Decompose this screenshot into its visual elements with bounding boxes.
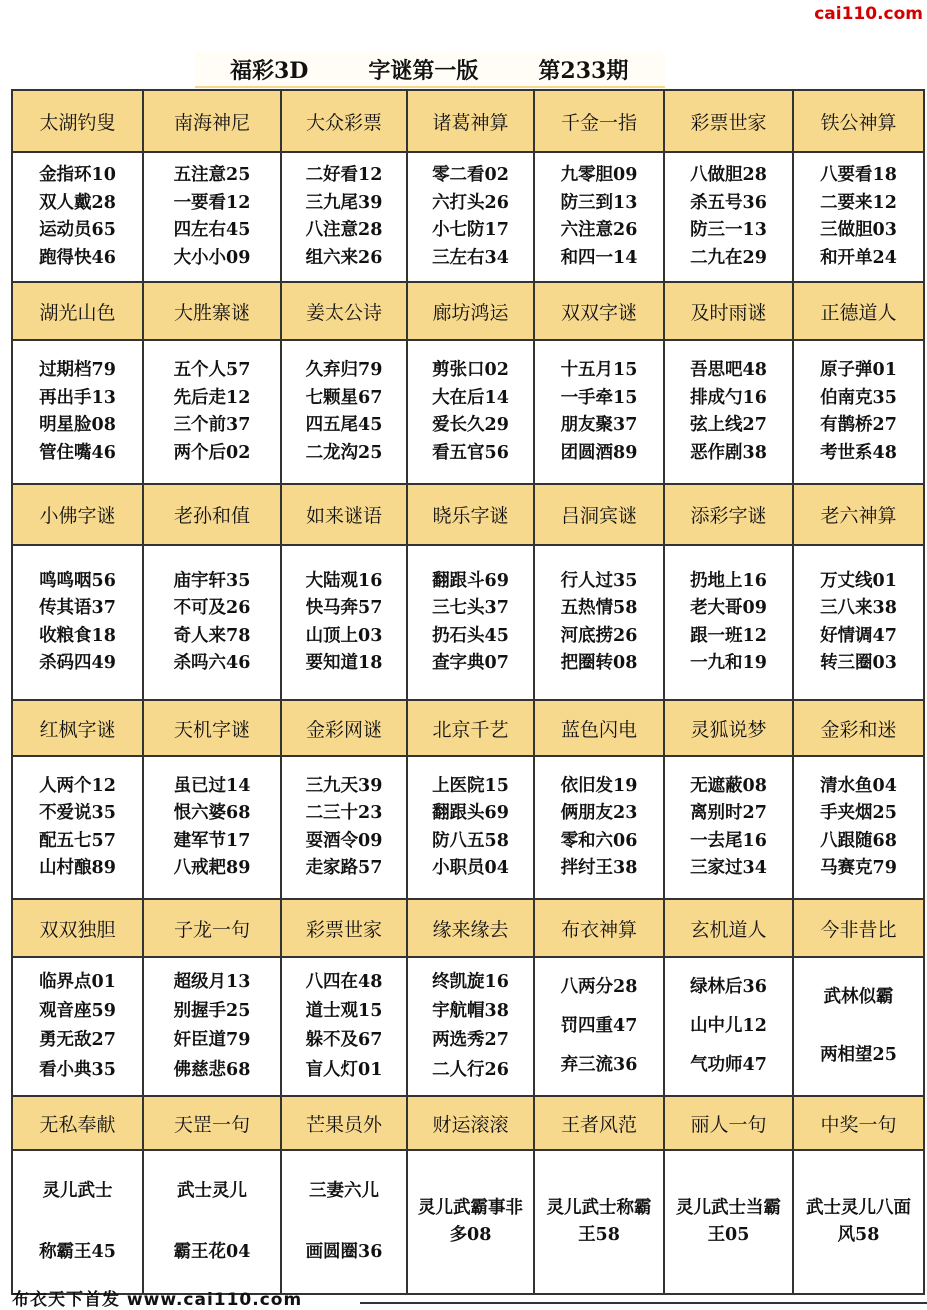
riddle-line: 终凯旋16 xyxy=(432,971,509,992)
riddle-line: 防三一13 xyxy=(690,220,767,240)
riddle-line: 和开单24 xyxy=(820,247,897,268)
riddle-cell xyxy=(794,1151,925,1295)
riddle-cell xyxy=(794,153,925,283)
riddle-line: 八要看18 xyxy=(820,165,897,185)
column-header: 老孙和值 xyxy=(144,485,282,546)
riddle-line: 大小小09 xyxy=(173,247,251,268)
riddle-line: 把圈转08 xyxy=(560,653,638,673)
column-header: 灵狐说梦 xyxy=(665,701,794,757)
riddle-line: 二三十23 xyxy=(305,803,383,823)
riddle-line: 人两个12 xyxy=(39,775,116,796)
riddle-line: 称霸王45 xyxy=(39,1241,116,1262)
riddle-cell xyxy=(535,153,665,283)
riddle-line: 两个后02 xyxy=(173,442,251,463)
riddle-line: 爱长久29 xyxy=(432,415,509,435)
riddle-line: 三个前37 xyxy=(173,415,251,435)
footer-divider xyxy=(360,1302,927,1304)
riddle-line: 八戒耙89 xyxy=(173,858,251,878)
riddle-line: 恨六婆68 xyxy=(173,803,251,823)
riddle-line: 手夹烟25 xyxy=(820,803,897,823)
column-header: 金彩网谜 xyxy=(282,701,408,757)
riddle-line: 灵儿武士当霸王05 xyxy=(676,1198,781,1245)
riddle-line: 气功师47 xyxy=(690,1054,767,1075)
riddle-row xyxy=(13,153,925,283)
riddle-line: 行人过35 xyxy=(560,570,638,591)
riddle-line: 杀五号36 xyxy=(690,192,767,213)
riddle-line: 五注意25 xyxy=(173,165,251,185)
riddle-line: 拌纣王38 xyxy=(560,858,638,878)
header-row xyxy=(13,701,925,757)
riddle-line: 灵儿武士称霸王58 xyxy=(546,1198,652,1245)
riddle-cell xyxy=(665,341,794,485)
riddle-line: 跟一班12 xyxy=(690,625,767,646)
riddle-line: 不爱说35 xyxy=(39,803,116,823)
riddle-line: 管住嘴46 xyxy=(39,442,116,463)
riddle-line: 河底捞26 xyxy=(560,625,638,646)
riddle-cell xyxy=(408,341,535,485)
riddle-line: 三九尾39 xyxy=(305,192,383,213)
column-header: 玄机道人 xyxy=(665,900,794,958)
riddle-line: 看小典35 xyxy=(39,1059,116,1080)
riddle-line: 八做胆28 xyxy=(690,165,767,185)
riddle-cell xyxy=(408,1151,535,1295)
column-header: 姜太公诗 xyxy=(282,283,408,341)
riddle-line: 罚四重47 xyxy=(560,1015,638,1036)
riddle-line: 三妻六儿 xyxy=(309,1180,379,1201)
riddle-line: 两选秀27 xyxy=(432,1030,509,1051)
column-header: 今非昔比 xyxy=(794,900,925,958)
riddle-line: 四五尾45 xyxy=(305,415,383,435)
title-issue: 第233期 xyxy=(538,57,629,84)
riddle-line: 久弃归79 xyxy=(305,360,383,380)
riddle-line: 俩朋友23 xyxy=(560,803,638,823)
riddle-line: 盲人灯01 xyxy=(305,1059,383,1080)
riddle-cell xyxy=(665,1151,794,1295)
riddle-line: 大在后14 xyxy=(432,387,509,408)
riddle-line: 弦上线27 xyxy=(690,415,767,435)
riddle-line: 五个人57 xyxy=(173,360,251,380)
riddle-line: 超级月13 xyxy=(173,971,251,992)
riddle-cell xyxy=(282,341,408,485)
riddle-line: 一要看12 xyxy=(173,192,251,213)
riddle-line: 三做胆03 xyxy=(820,220,897,240)
column-header: 天机字谜 xyxy=(144,701,282,757)
column-header: 吕洞宾谜 xyxy=(535,485,665,546)
column-header: 添彩字谜 xyxy=(665,485,794,546)
riddle-line: 翻跟斗69 xyxy=(432,570,509,591)
riddle-row xyxy=(13,1151,925,1295)
riddle-line: 清水鱼04 xyxy=(820,775,897,796)
column-header: 丽人一句 xyxy=(665,1097,794,1151)
riddle-line: 杀码四49 xyxy=(39,653,116,673)
column-header: 廊坊鸿运 xyxy=(408,283,535,341)
riddle-line: 扔地上16 xyxy=(690,570,767,591)
riddle-line: 三七头37 xyxy=(432,598,509,618)
page-title xyxy=(195,52,665,88)
column-header: 铁公神算 xyxy=(794,91,925,153)
riddle-line: 山村酿89 xyxy=(39,858,116,878)
column-header: 天罡一句 xyxy=(144,1097,282,1151)
column-header: 双双字谜 xyxy=(535,283,665,341)
riddle-line: 防八五58 xyxy=(432,830,509,851)
riddle-line: 五热情58 xyxy=(560,598,638,618)
riddle-line: 虽已过14 xyxy=(173,775,251,796)
riddle-row xyxy=(13,757,925,900)
riddle-line: 转三圈03 xyxy=(820,653,897,673)
riddle-line: 弃三流36 xyxy=(560,1054,638,1075)
riddle-line: 霸王花04 xyxy=(173,1241,251,1262)
riddle-line: 排成勺16 xyxy=(690,387,767,408)
riddle-line: 收粮食18 xyxy=(39,625,116,646)
riddle-table xyxy=(11,89,925,1295)
riddle-line: 一九和19 xyxy=(690,653,767,673)
riddle-line: 走家路57 xyxy=(305,858,383,878)
riddle-cell xyxy=(282,1151,408,1295)
riddle-line: 画圆圈36 xyxy=(305,1241,383,1262)
column-header: 无私奉献 xyxy=(13,1097,144,1151)
riddle-line: 一去尾16 xyxy=(690,830,767,851)
column-header: 太湖钓叟 xyxy=(13,91,144,153)
riddle-line: 伯南克35 xyxy=(820,387,897,408)
riddle-line: 恶作剧38 xyxy=(690,442,767,463)
riddle-line: 大陆观16 xyxy=(305,570,383,591)
riddle-line: 杀吗六46 xyxy=(173,653,251,673)
riddle-cell xyxy=(282,757,408,900)
column-header: 双双独胆 xyxy=(13,900,144,958)
riddle-cell xyxy=(282,153,408,283)
riddle-cell xyxy=(13,1151,144,1295)
riddle-line: 八四在48 xyxy=(305,971,383,992)
riddle-line: 十五月15 xyxy=(560,360,638,380)
column-header: 大众彩票 xyxy=(282,91,408,153)
riddle-line: 八注意28 xyxy=(305,220,383,240)
riddle-line: 上医院15 xyxy=(432,775,509,796)
riddle-line: 二好看12 xyxy=(305,165,383,185)
riddle-cell xyxy=(144,1151,282,1295)
riddle-cell xyxy=(13,757,144,900)
riddle-line: 考世系48 xyxy=(820,442,897,463)
column-header: 正德道人 xyxy=(794,283,925,341)
riddle-cell xyxy=(144,757,282,900)
riddle-line: 躲不及67 xyxy=(305,1030,383,1051)
riddle-row xyxy=(13,341,925,485)
riddle-row xyxy=(13,958,925,1097)
footer-banner xyxy=(0,1284,927,1310)
riddle-cell xyxy=(408,757,535,900)
column-header: 晓乐字谜 xyxy=(408,485,535,546)
column-header: 彩票世家 xyxy=(665,91,794,153)
riddle-line: 万丈线01 xyxy=(820,570,897,591)
column-header: 子龙一句 xyxy=(144,900,282,958)
riddle-line: 剪张口02 xyxy=(432,360,509,380)
riddle-line: 八两分28 xyxy=(560,976,638,997)
riddle-line: 双人戴28 xyxy=(39,192,116,213)
riddle-line: 武士灵儿 xyxy=(177,1180,247,1201)
riddle-line: 配五七57 xyxy=(39,830,116,851)
riddle-cell xyxy=(535,546,665,701)
riddle-line: 一手牵15 xyxy=(560,387,638,408)
riddle-cell xyxy=(665,958,794,1097)
riddle-cell xyxy=(408,153,535,283)
riddle-line: 明星脸08 xyxy=(39,415,116,435)
header-row xyxy=(13,900,925,958)
riddle-line: 三家过34 xyxy=(690,858,767,878)
column-header: 财运滚滚 xyxy=(408,1097,535,1151)
riddle-line: 两相望25 xyxy=(820,1045,897,1065)
riddle-line: 武林似霸 xyxy=(823,986,894,1007)
riddle-cell xyxy=(794,958,925,1097)
riddle-line: 观音座59 xyxy=(39,1001,116,1022)
riddle-line: 七颗星67 xyxy=(305,387,383,408)
riddle-line: 佛慈悲68 xyxy=(173,1059,251,1080)
column-header: 北京千艺 xyxy=(408,701,535,757)
riddle-cell xyxy=(665,153,794,283)
riddle-row xyxy=(13,546,925,701)
riddle-cell xyxy=(13,546,144,701)
riddle-cell xyxy=(535,1151,665,1295)
riddle-line: 灵儿武士 xyxy=(42,1180,113,1201)
header-row xyxy=(13,485,925,546)
riddle-cell xyxy=(794,757,925,900)
riddle-line: 金指环10 xyxy=(39,165,116,185)
column-header: 大胜寨谜 xyxy=(144,283,282,341)
riddle-line: 朋友聚37 xyxy=(560,415,638,435)
title-lottery: 福彩3D xyxy=(230,57,309,84)
riddle-line: 八跟随68 xyxy=(820,830,897,851)
riddle-line: 耍酒令09 xyxy=(305,830,383,851)
riddle-line: 老大哥09 xyxy=(690,598,767,618)
riddle-line: 防三到13 xyxy=(560,192,638,213)
column-header: 小佛字谜 xyxy=(13,485,144,546)
site-watermark: cai110.com xyxy=(814,4,923,24)
riddle-cell xyxy=(794,546,925,701)
riddle-cell xyxy=(535,958,665,1097)
riddle-cell xyxy=(13,341,144,485)
riddle-cell xyxy=(144,546,282,701)
riddle-cell xyxy=(665,546,794,701)
riddle-line: 武士灵儿八面风58 xyxy=(806,1198,911,1245)
riddle-line: 别握手25 xyxy=(173,1001,251,1022)
riddle-cell xyxy=(665,757,794,900)
riddle-cell xyxy=(535,341,665,485)
riddle-line: 奸臣道79 xyxy=(173,1030,251,1051)
title-edition: 字谜第一版 xyxy=(368,57,479,84)
riddle-cell xyxy=(144,153,282,283)
riddle-cell xyxy=(144,341,282,485)
riddle-line: 再出手13 xyxy=(39,387,116,408)
riddle-line: 好情调47 xyxy=(820,625,897,646)
riddle-cell xyxy=(408,546,535,701)
riddle-line: 四左右45 xyxy=(173,220,251,240)
riddle-line: 马赛克79 xyxy=(820,858,897,878)
footer-text: 布衣天下首发 www.cai110.com xyxy=(12,1289,303,1310)
riddle-line: 快马奔57 xyxy=(305,598,383,618)
riddle-line: 有鹊桥27 xyxy=(820,415,897,435)
riddle-line: 道士观15 xyxy=(305,1001,383,1022)
riddle-line: 原子弹01 xyxy=(820,360,897,380)
riddle-line: 二要来12 xyxy=(820,192,897,213)
column-header: 布衣神算 xyxy=(535,900,665,958)
riddle-cell xyxy=(535,757,665,900)
riddle-line: 三左右34 xyxy=(432,247,509,268)
header-row xyxy=(13,283,925,341)
riddle-line: 团圆酒89 xyxy=(560,442,638,463)
riddle-line: 过期档79 xyxy=(39,360,116,380)
riddle-line: 六注意26 xyxy=(560,220,638,240)
riddle-line: 山中儿12 xyxy=(690,1015,767,1036)
riddle-line: 山顶上03 xyxy=(305,625,383,646)
column-header: 彩票世家 xyxy=(282,900,408,958)
column-header: 千金一指 xyxy=(535,91,665,153)
riddle-line: 宇航帽38 xyxy=(432,1001,509,1022)
riddle-cell xyxy=(408,958,535,1097)
riddle-line: 临界点01 xyxy=(39,971,116,992)
riddle-line: 运动员65 xyxy=(39,220,116,240)
riddle-line: 零二看02 xyxy=(432,165,509,185)
riddle-line: 先后走12 xyxy=(173,387,251,408)
riddle-line: 组六来26 xyxy=(305,247,383,268)
riddle-line: 依旧发19 xyxy=(560,775,638,796)
riddle-line: 鸣鸣咽56 xyxy=(39,570,116,591)
riddle-line: 零和六06 xyxy=(560,830,638,851)
riddle-line: 查字典07 xyxy=(432,653,509,673)
riddle-line: 要知道18 xyxy=(305,653,383,673)
riddle-line: 离别时27 xyxy=(690,803,767,823)
riddle-line: 传其语37 xyxy=(39,598,116,618)
column-header: 及时雨谜 xyxy=(665,283,794,341)
column-header: 中奖一句 xyxy=(794,1097,925,1151)
riddle-cell xyxy=(13,958,144,1097)
riddle-line: 绿林后36 xyxy=(690,976,767,997)
riddle-line: 扔石头45 xyxy=(432,625,509,646)
column-header: 如来谜语 xyxy=(282,485,408,546)
riddle-line: 奇人来78 xyxy=(173,625,251,646)
column-header: 南海神尼 xyxy=(144,91,282,153)
header-row xyxy=(13,1097,925,1151)
riddle-line: 二九在29 xyxy=(690,247,767,268)
riddle-line: 吾思吧48 xyxy=(690,360,767,380)
riddle-line: 和四一14 xyxy=(560,247,638,268)
riddle-line: 小职员04 xyxy=(432,858,509,878)
riddle-cell xyxy=(794,341,925,485)
riddle-line: 看五官56 xyxy=(432,442,509,463)
column-header: 芒果员外 xyxy=(282,1097,408,1151)
riddle-line: 九零胆09 xyxy=(560,165,638,185)
column-header: 缘来缘去 xyxy=(408,900,535,958)
riddle-line: 建军节17 xyxy=(173,830,251,851)
riddle-line: 勇无敌27 xyxy=(39,1030,116,1051)
column-header: 王者风范 xyxy=(535,1097,665,1151)
riddle-line: 翻跟头69 xyxy=(432,803,509,823)
riddle-cell xyxy=(282,546,408,701)
column-header: 老六神算 xyxy=(794,485,925,546)
riddle-line: 庙宇轩35 xyxy=(173,570,251,591)
column-header: 红枫字谜 xyxy=(13,701,144,757)
riddle-line: 无遮蔽08 xyxy=(690,775,767,796)
riddle-line: 三八来38 xyxy=(820,598,897,618)
riddle-cell xyxy=(282,958,408,1097)
column-header: 湖光山色 xyxy=(13,283,144,341)
header-row xyxy=(13,91,925,153)
riddle-cell xyxy=(13,153,144,283)
column-header: 蓝色闪电 xyxy=(535,701,665,757)
riddle-line: 跑得快46 xyxy=(39,247,116,268)
riddle-line: 不可及26 xyxy=(173,598,251,618)
riddle-line: 小七防17 xyxy=(432,220,509,240)
riddle-line: 二龙沟25 xyxy=(305,442,383,463)
riddle-line: 灵儿武霸事非多08 xyxy=(418,1198,523,1245)
column-header: 金彩和迷 xyxy=(794,701,925,757)
riddle-line: 六打头26 xyxy=(432,192,509,213)
riddle-line: 二人行26 xyxy=(432,1059,509,1080)
riddle-line: 三九天39 xyxy=(305,775,383,796)
riddle-cell xyxy=(144,958,282,1097)
column-header: 诸葛神算 xyxy=(408,91,535,153)
